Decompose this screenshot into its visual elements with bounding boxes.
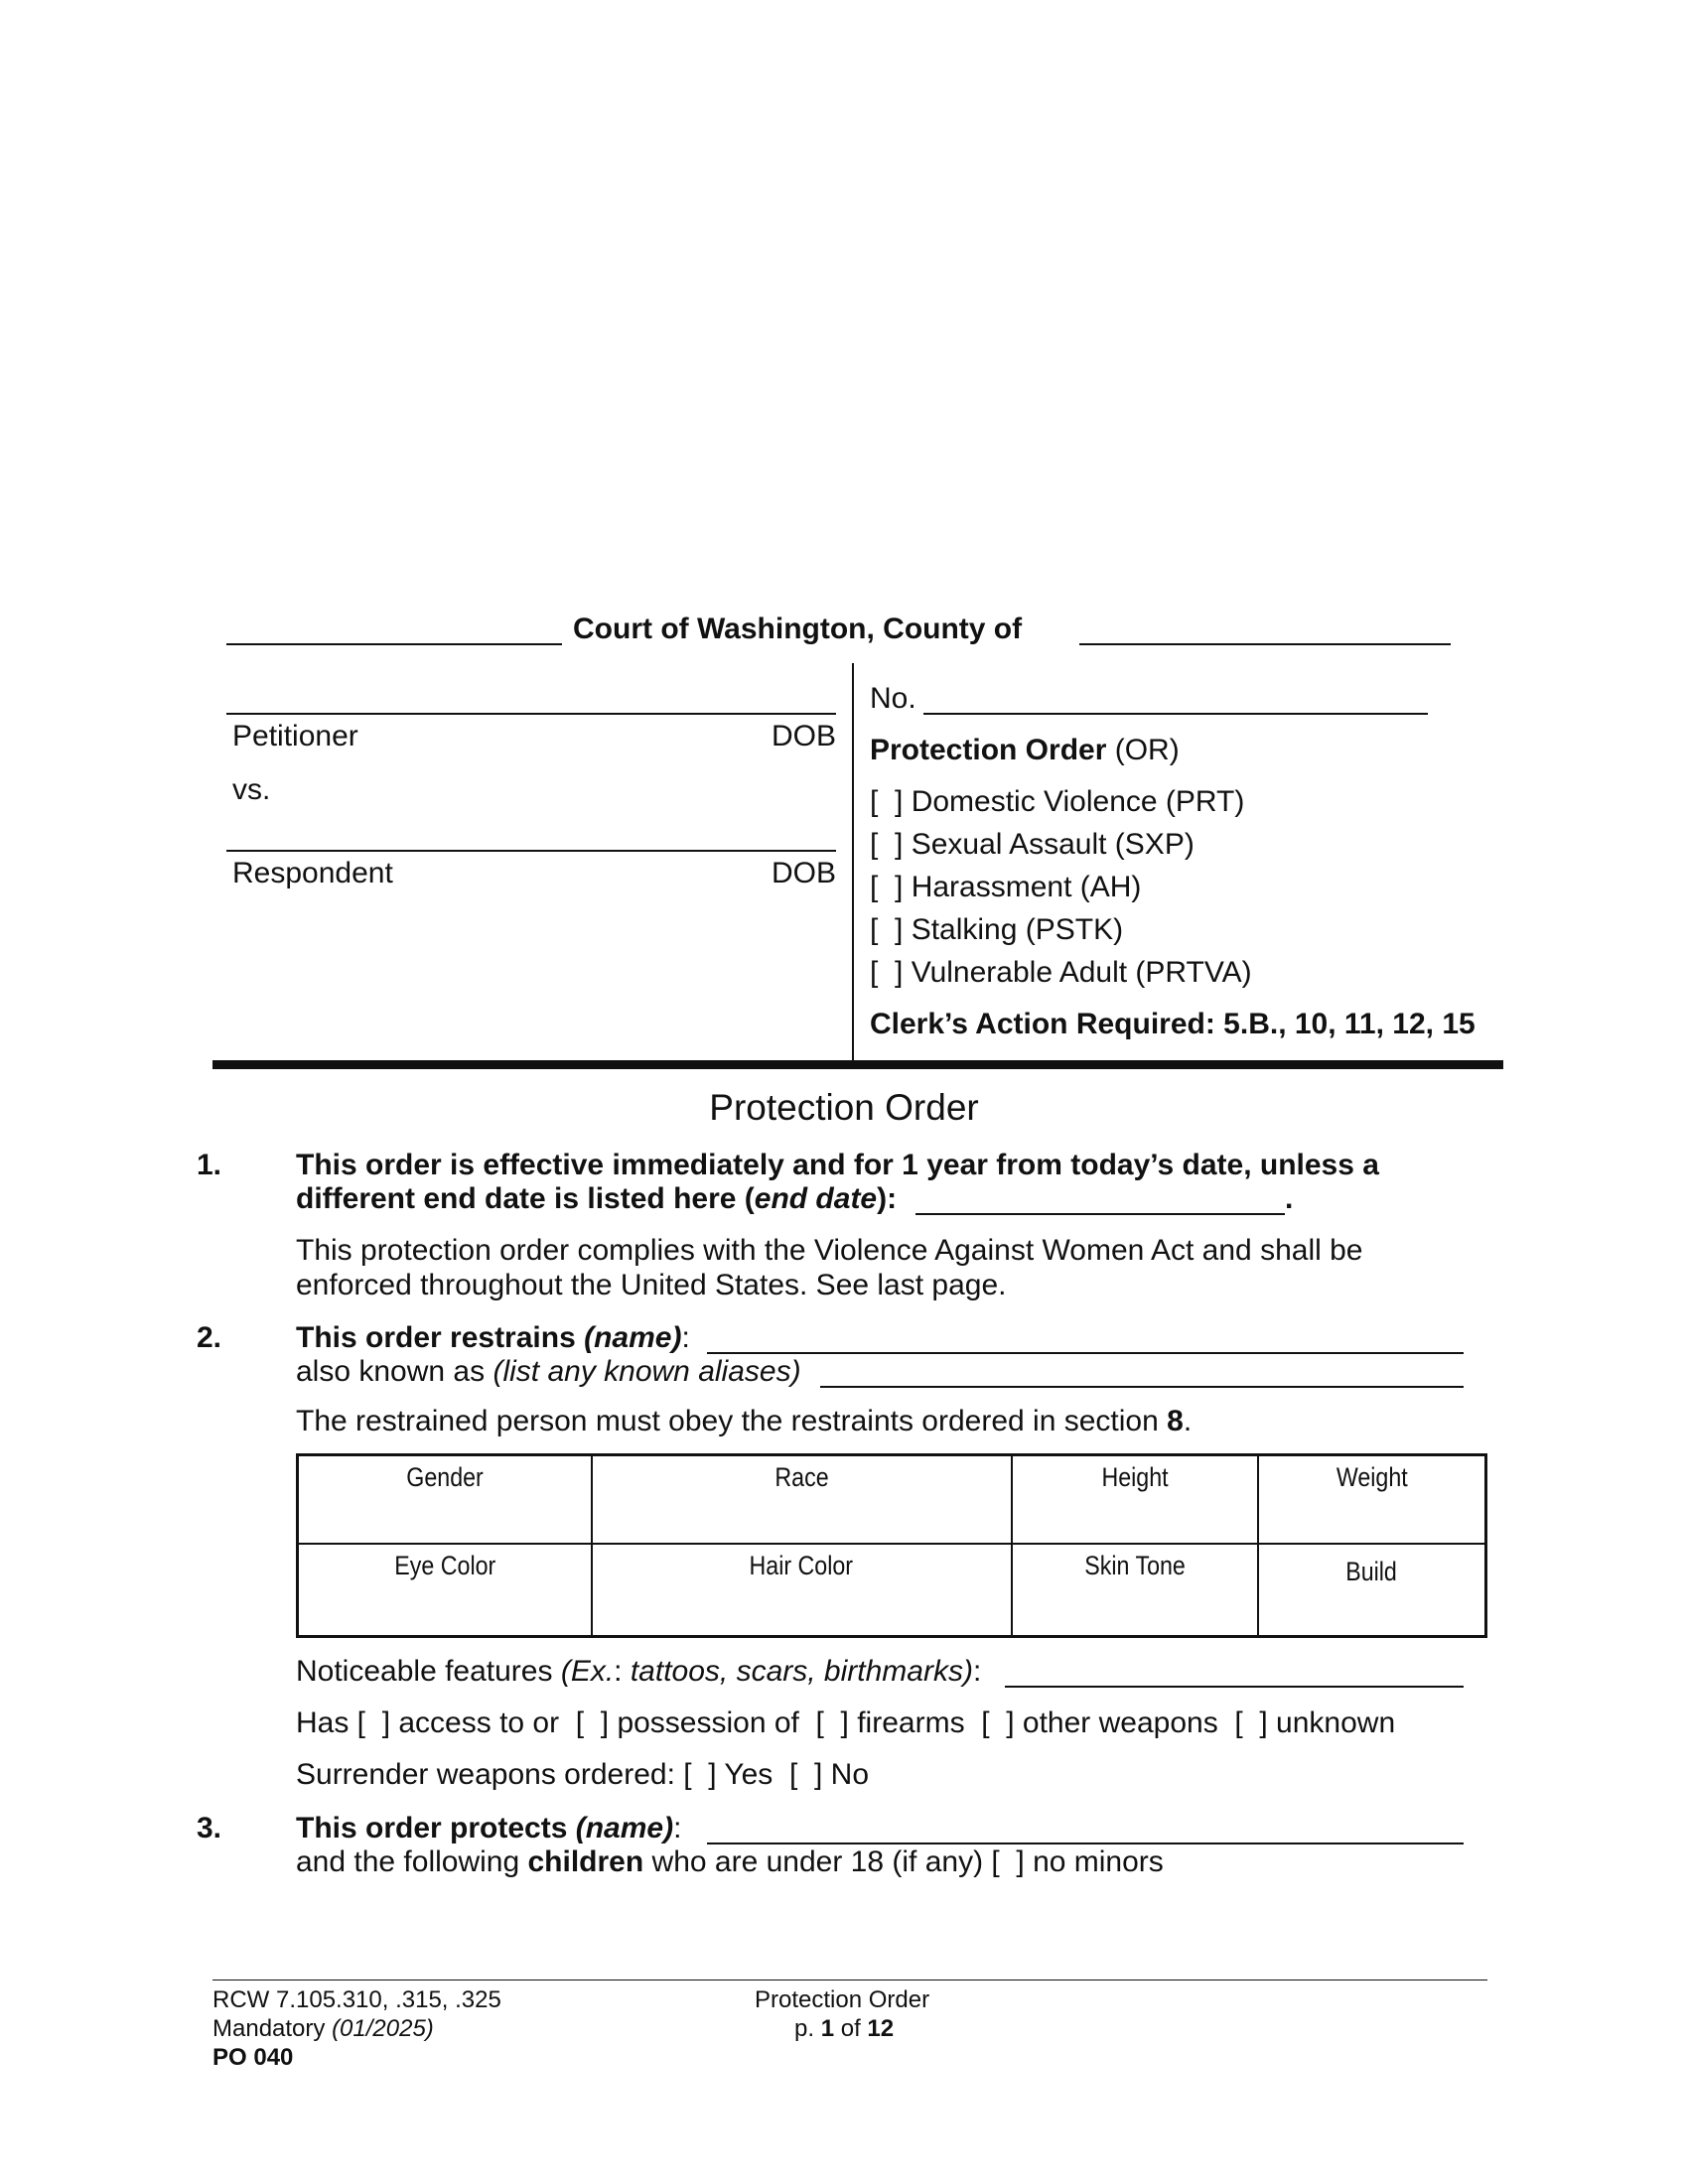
petitioner-name-blank[interactable] <box>226 713 836 715</box>
document-heading: Protection Order <box>709 1087 979 1128</box>
eye-color-cell[interactable] <box>298 1544 592 1637</box>
footer-page-prefix: p. <box>794 2015 821 2042</box>
footer-rule <box>212 1979 1487 1980</box>
children-prefix: and the following <box>296 1845 528 1878</box>
end-date-blank[interactable] <box>915 1213 1285 1215</box>
petitioner-label: Petitioner <box>232 720 358 752</box>
aka-line <box>296 1354 801 1390</box>
protects-line <box>296 1811 681 1846</box>
weight-label: Weight <box>1336 1462 1408 1492</box>
surrender-weapons-line[interactable]: Surrender weapons ordered: [ ] Yes [ ] No <box>296 1758 870 1791</box>
hair-color-label: Hair Color <box>749 1550 854 1580</box>
respondent-dob-label: DOB <box>772 857 837 889</box>
race-cell[interactable] <box>592 1455 1012 1544</box>
aka-prefix: also known as <box>296 1355 493 1388</box>
restrains-name-label: (name) <box>584 1321 682 1354</box>
section-3-number: 3. <box>197 1812 222 1844</box>
vs-label: vs. <box>232 773 271 806</box>
features-example-a: (Ex. <box>560 1655 615 1688</box>
section-1-number: 1. <box>197 1149 222 1181</box>
protects-name-label: (name) <box>575 1812 674 1844</box>
section-1-line2-end: . <box>1285 1182 1294 1215</box>
obey-section-ref: 8 <box>1167 1405 1184 1437</box>
order-type-option[interactable] <box>870 870 1141 905</box>
children-bold: children <box>527 1845 644 1878</box>
section-1-line2-prefix: different end date is listed here ( <box>296 1182 755 1215</box>
clerk-action-required: Clerk’s Action Required: 5.B., 10, 11, 12, 15 <box>870 1008 1476 1040</box>
skin-tone-label: Skin Tone <box>1083 1550 1186 1580</box>
vawa-paragraph-line2: enforced throughout the United States. See last page. <box>296 1269 1007 1301</box>
weapons-access-line[interactable]: Has [ ] access to or [ ] possession of [ ] firearms [ ] other weapons [ ] unknown <box>296 1706 1396 1739</box>
vawa-paragraph-line1: This protection order complies with the Violence Against Women Act and shall be <box>296 1234 1363 1267</box>
height-label: Height <box>1101 1462 1169 1492</box>
caption-bottom-rule <box>212 1060 1503 1069</box>
footer-mandatory-prefix: Mandatory <box>212 2015 333 2042</box>
noticeable-features-blank[interactable] <box>1005 1686 1464 1688</box>
order-title-bold: Protection Order <box>870 734 1107 766</box>
restrains-prefix: This order restrains <box>296 1321 585 1354</box>
caption-divider <box>852 663 854 1060</box>
order-type-option[interactable] <box>870 784 1244 820</box>
restrained-name-blank[interactable] <box>707 1352 1464 1354</box>
county-blank[interactable] <box>1079 643 1451 645</box>
gender-cell[interactable] <box>298 1455 592 1544</box>
court-name-blank[interactable] <box>226 643 562 645</box>
order-type-option[interactable] <box>870 912 1123 948</box>
height-cell[interactable] <box>1012 1455 1258 1544</box>
footer-form-id: PO 040 <box>212 2044 294 2071</box>
footer-form-title: Protection Order <box>755 1986 930 2013</box>
order-type-checkbox[interactable]: [ ] <box>870 828 904 861</box>
order-type-label: Vulnerable Adult (PRTVA) <box>911 956 1252 989</box>
order-type-option[interactable] <box>870 827 1195 863</box>
order-type-label: Stalking (PSTK) <box>911 913 1124 946</box>
restrains-line <box>296 1320 690 1356</box>
order-type-checkbox[interactable]: [ ] <box>870 956 904 989</box>
section-1-line2 <box>296 1181 897 1217</box>
gender-label: Gender <box>406 1462 484 1492</box>
children-suffix: who are under 18 (if any) [ ] no minors <box>643 1845 1164 1878</box>
features-suffix: : <box>972 1655 982 1688</box>
features-prefix: Noticeable features <box>296 1655 561 1688</box>
case-number-label: No. <box>870 682 916 715</box>
order-type-checkbox[interactable]: [ ] <box>870 785 904 818</box>
physical-description-table <box>296 1453 1487 1638</box>
eye-color-label: Eye Color <box>393 1550 495 1580</box>
weight-cell[interactable] <box>1258 1455 1486 1544</box>
hair-color-cell[interactable] <box>592 1544 1012 1637</box>
features-example-b: tattoos, scars, birthmarks) <box>630 1655 973 1688</box>
section-2-number: 2. <box>197 1321 222 1354</box>
children-line[interactable] <box>296 1844 1164 1880</box>
respondent-name-blank[interactable] <box>226 850 836 852</box>
race-label: Race <box>774 1462 829 1492</box>
aliases-blank[interactable] <box>820 1386 1464 1388</box>
features-colon: : <box>614 1655 631 1688</box>
aka-hint: (list any known aliases) <box>492 1355 801 1388</box>
court-title: Court of Washington, County of <box>573 613 1023 645</box>
order-type-checkbox[interactable]: [ ] <box>870 871 904 903</box>
footer-mandatory <box>212 2014 434 2043</box>
order-type-label: Sexual Assault (SXP) <box>911 828 1195 861</box>
build-label: Build <box>1345 1556 1398 1586</box>
order-title-code: (OR) <box>1114 734 1180 766</box>
obey-suffix: . <box>1183 1405 1193 1437</box>
end-date-label: end date <box>754 1182 878 1215</box>
case-number-blank[interactable] <box>923 713 1428 715</box>
order-title <box>870 733 1180 768</box>
footer-rcw: RCW 7.105.310, .315, .325 <box>212 1986 501 2013</box>
obey-prefix: The restrained person must obey the restraints ordered in section <box>296 1405 1168 1437</box>
order-type-label: Harassment (AH) <box>911 871 1142 903</box>
noticeable-features-line <box>296 1654 981 1690</box>
footer-page-total: 12 <box>867 2015 895 2042</box>
footer-mandatory-date: (01/2025) <box>332 2015 434 2042</box>
petitioner-dob-label: DOB <box>772 720 837 752</box>
restrains-suffix: : <box>681 1321 690 1354</box>
protects-suffix: : <box>673 1812 682 1844</box>
protects-prefix: This order protects <box>296 1812 576 1844</box>
order-type-checkbox[interactable]: [ ] <box>870 913 904 946</box>
footer-page-of: of <box>834 2015 868 2042</box>
obey-line <box>296 1404 1192 1439</box>
order-type-label: Domestic Violence (PRT) <box>911 785 1245 818</box>
footer-page-current: 1 <box>820 2015 835 2042</box>
section-1-line1: This order is effective immediately and for 1 year from today’s date, unless a <box>296 1149 1379 1181</box>
respondent-label: Respondent <box>232 857 393 889</box>
section-1-line2-suffix: ): <box>877 1182 898 1215</box>
order-type-option[interactable] <box>870 955 1252 991</box>
skin-tone-cell[interactable] <box>1012 1544 1258 1637</box>
footer-page-number <box>794 2014 894 2043</box>
build-cell[interactable] <box>1258 1544 1486 1637</box>
